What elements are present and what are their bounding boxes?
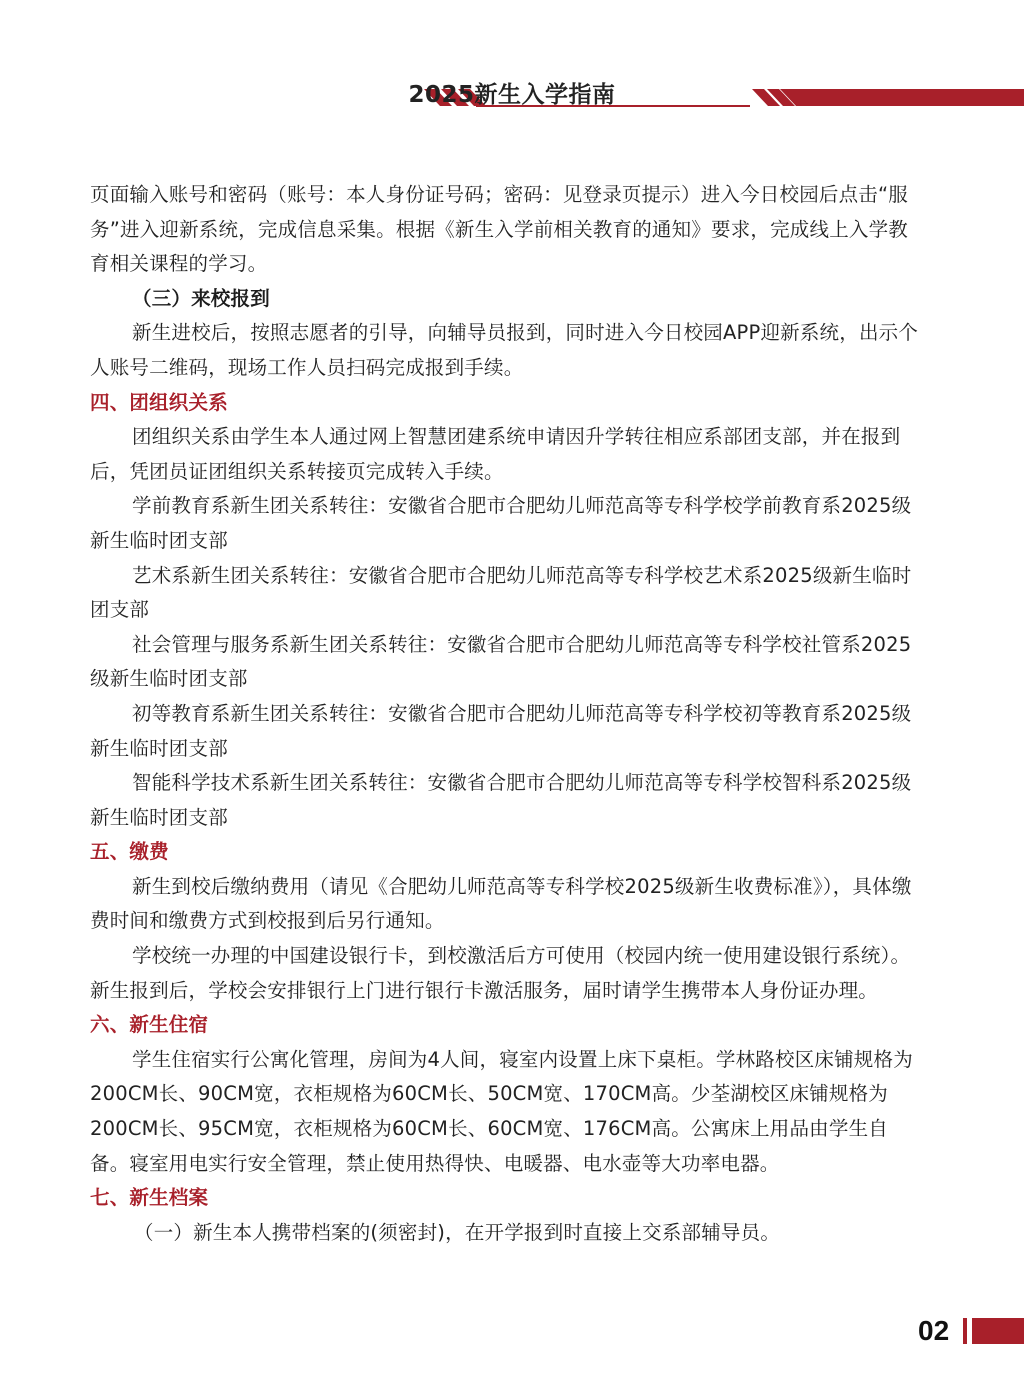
page-number: 02	[918, 1315, 950, 1346]
paragraph: 团组织关系由学生本人通过网上智慧团建系统申请因升学转往相应系部团支部，并在报到后，凭团员证团组织关系转接页完成转入手续。	[90, 425, 901, 483]
paragraph: 学生住宿实行公寓化管理，房间为4人间，寝室内设置上床下桌柜。学林路校区床铺规格为200CM长、90CM宽，衣柜规格为60CM长、50CM宽、170CM高。少荃湖校区床铺规格为200CM长、95CM宽，衣柜规格为60CM长、60CM宽、176CM高。公寓床上用品由学生自备。寝室用电实行安全管理，禁止使用热得快、电暖器、电水壶等大功率电器。	[90, 1047, 913, 1175]
paragraph: 艺术系新生团关系转往：安徽省合肥市合肥幼儿师范高等专科学校艺术系2025级新生临时团支部	[90, 563, 912, 622]
section-heading: 五、缴费	[90, 840, 169, 864]
page-body	[90, 178, 922, 1250]
paragraph: 新生进校后，按照志愿者的引导，向辅导员报到，同时进入今日校园APP迎新系统，出示个人账号二维码，现场工作人员扫码完成报到手续。	[90, 321, 919, 379]
section-heading: 六、新生住宿	[90, 1013, 209, 1037]
page-number-accent-bar	[972, 1318, 1024, 1344]
paragraph: 页面输入账号和密码（账号：本人身份证号码；密码：见登录页提示）进入今日校园后点击“服务”进入迎新系统，完成信息采集。根据《新生入学前相关教育的通知》要求，完成线上入学教育相关课程的学习。	[90, 183, 909, 276]
header-title: 2025新生入学指南	[408, 82, 616, 108]
paragraph: 学校统一办理的中国建设银行卡，到校激活后方可使用（校园内统一使用建设银行系统）。新生报到后，学校会安排银行上门进行银行卡激活服务，届时请学生携带本人身份证办理。	[90, 944, 911, 1002]
paragraph: 新生到校后缴纳费用（请见《合肥幼儿师范高等专科学校2025级新生收费标准》），具体缴费时间和缴费方式到校报到后另行通知。	[90, 874, 912, 933]
section-heading: 四、团组织关系	[90, 390, 228, 414]
paragraph: 初等教育系新生团关系转往：安徽省合肥市合肥幼儿师范高等专科学校初等教育系2025级新生临时团支部	[90, 701, 912, 760]
subheading: （三）来校报到	[132, 286, 270, 310]
paragraph: 社会管理与服务系新生团关系转往：安徽省合肥市合肥幼儿师范高等专科学校社管系2025级新生临时团支部	[90, 632, 912, 691]
paragraph: 智能科学技术系新生团关系转往：安徽省合肥市合肥幼儿师范高等专科学校智科系2025级新生临时团支部	[90, 771, 912, 829]
page-header	[0, 0, 1024, 120]
page-number-accent-line	[963, 1318, 967, 1344]
paragraph: （一）新生本人携带档案的(须密封)，在开学报到时直接上交系部辅导员。	[134, 1220, 781, 1244]
section-heading: 七、新生档案	[90, 1186, 209, 1210]
paragraph: 学前教育系新生团关系转往：安徽省合肥市合肥幼儿师范高等专科学校学前教育系2025级新生临时团支部	[90, 494, 912, 552]
